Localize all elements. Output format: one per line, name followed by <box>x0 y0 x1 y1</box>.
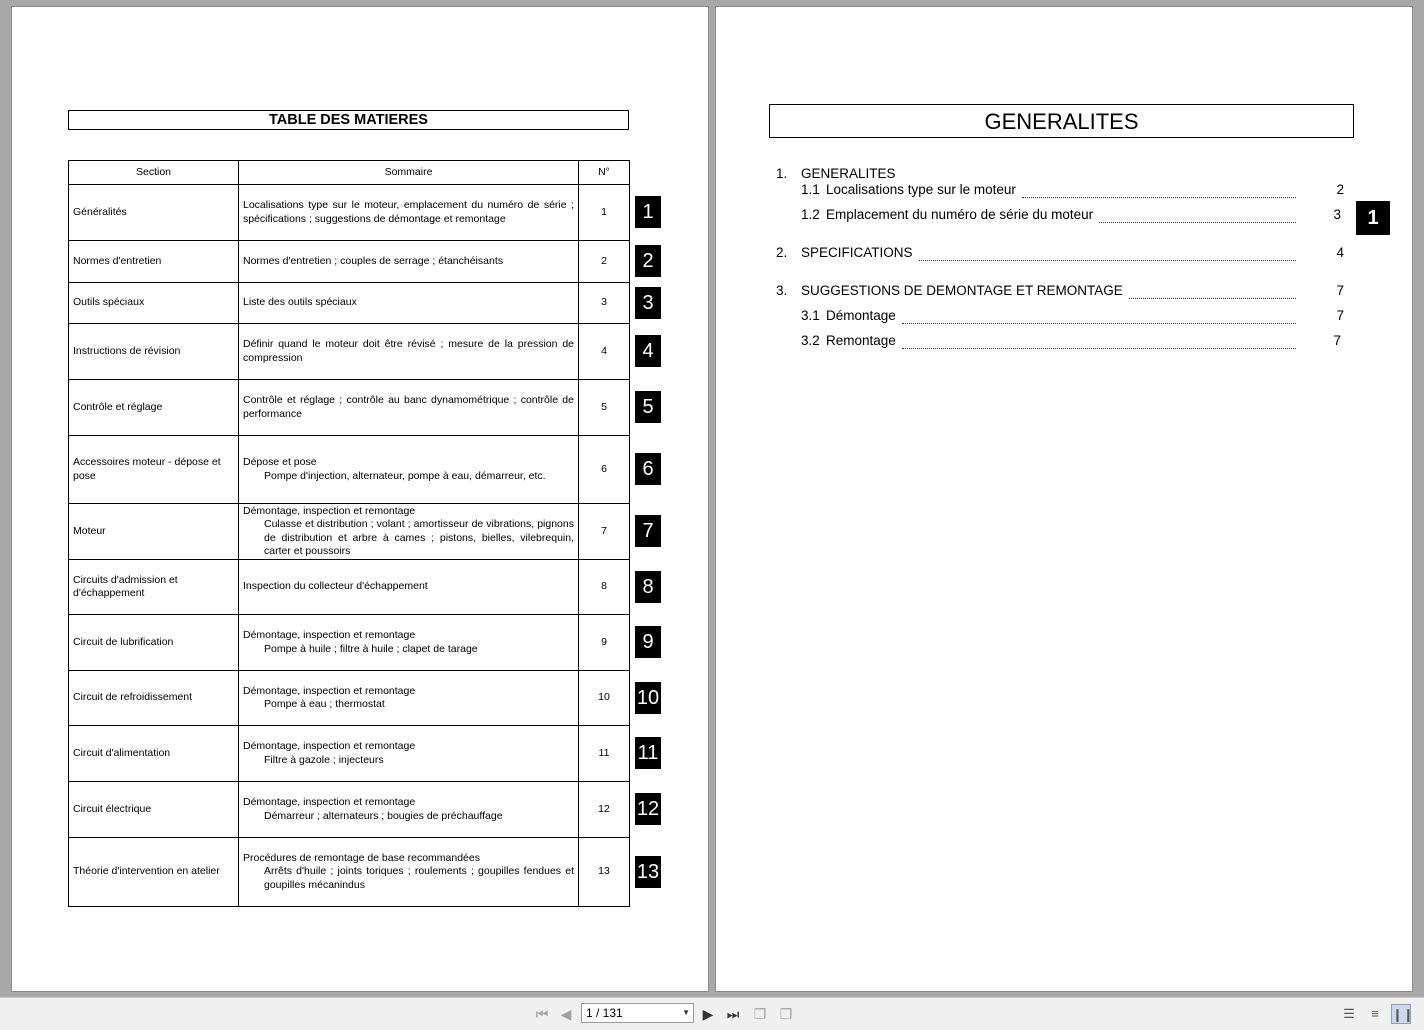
toc-table <box>68 160 630 907</box>
contents-entry[interactable]: Emplacement du numéro de série du moteur <box>826 207 1094 222</box>
toc-section-cell: Circuit d'alimentation <box>69 726 239 782</box>
section-tab[interactable]: 6 <box>635 453 661 485</box>
section-tab[interactable]: 7 <box>635 515 661 547</box>
toc-number-cell: 12 <box>579 782 630 838</box>
contents-number: 3. <box>776 283 788 298</box>
contents-page-number: 7 <box>1336 308 1344 323</box>
contents-number: 2. <box>776 245 788 260</box>
toc-summary-cell <box>239 726 579 782</box>
toc-row[interactable] <box>69 324 630 380</box>
summary-line: Démontage, inspection et remontage <box>243 504 416 517</box>
page-right <box>715 6 1413 992</box>
summary-line: Culasse et distribution ; volant ; amortisseur de vibrations, pignons de distribution et arbre à cames ; pistons, bielles, vilebrequin, carter et poussoirs <box>264 518 574 557</box>
forward-view-icon[interactable]: ❐ <box>779 1006 793 1022</box>
toc-summary-cell <box>239 504 579 560</box>
leader-dots <box>1129 297 1296 299</box>
toc-section-cell: Circuit électrique <box>69 782 239 838</box>
contents-number: 3.2 <box>801 333 820 348</box>
toc-summary-cell <box>239 241 579 283</box>
summary-line: Arrêts d'huile ; joints toriques ; roulements ; goupilles fendues et goupilles mécanindus <box>264 865 574 891</box>
summary-line: Contrôle et réglage ; contrôle au banc dynamométrique ; contrôle de performance <box>243 394 574 420</box>
contents-entry[interactable]: SPECIFICATIONS <box>801 245 913 260</box>
toc-number-cell: 5 <box>579 380 630 436</box>
next-page-icon[interactable]: ▶ <box>702 1006 714 1022</box>
toc-summary-cell <box>239 782 579 838</box>
page-number-select[interactable] <box>581 1003 694 1023</box>
toc-number-cell: 4 <box>579 324 630 380</box>
toc-section-cell: Outils spéciaux <box>69 283 239 324</box>
summary-line: Démontage, inspection et remontage <box>243 684 416 697</box>
summary-line: Pompe à eau ; thermostat <box>264 698 385 710</box>
toc-number-cell: 13 <box>579 838 630 907</box>
summary-line: Démontage, inspection et remontage <box>243 740 416 752</box>
toc-number-cell: 9 <box>579 615 630 671</box>
toc-summary-cell <box>239 838 579 907</box>
summary-line: Liste des outils spéciaux <box>243 296 357 309</box>
toc-summary-cell <box>239 436 579 504</box>
toc-row[interactable] <box>69 283 630 324</box>
toc-section-cell: Instructions de révision <box>69 324 239 380</box>
toc-row[interactable] <box>69 560 630 615</box>
section-tab[interactable]: 9 <box>635 626 661 658</box>
summary-line: Démarreur ; alternateurs ; bougies de préchauffage <box>264 809 503 822</box>
toc-header-row <box>69 161 630 185</box>
toc-row[interactable] <box>69 726 630 782</box>
section-tab[interactable]: 5 <box>635 391 661 423</box>
toc-section-cell: Circuit de refroidissement <box>69 671 239 726</box>
toc-section-cell: Moteur <box>69 504 239 560</box>
leader-dots <box>902 347 1296 349</box>
toc-number-cell: 7 <box>579 504 630 560</box>
two-page-view-icon[interactable]: ❙❙ <box>1391 1004 1411 1024</box>
back-view-icon[interactable]: ❐ <box>753 1006 767 1022</box>
last-page-icon[interactable]: ⏭ <box>726 1006 740 1022</box>
toc-title: TABLE DES MATIERES <box>68 110 629 130</box>
toc-summary-cell <box>239 560 579 615</box>
section-tab[interactable]: 4 <box>635 335 661 367</box>
toc-number-cell: 11 <box>579 726 630 782</box>
contents-page-number: 7 <box>1336 283 1344 298</box>
toc-section-cell: Généralités <box>69 185 239 241</box>
toc-row[interactable] <box>69 436 630 504</box>
toc-summary-cell <box>239 380 579 436</box>
toc-summary-cell <box>239 324 579 380</box>
toc-summary-cell <box>239 283 579 324</box>
contents-page-number: 3 <box>1333 207 1341 222</box>
contents-page-number: 2 <box>1336 182 1344 197</box>
toc-section-cell: Circuits d'admission et d'échappement <box>69 560 239 615</box>
section-tab-1: 1 <box>1356 201 1390 235</box>
toc-section-cell: Contrôle et réglage <box>69 380 239 436</box>
toc-number-cell: 1 <box>579 185 630 241</box>
summary-line: Pompe à huile ; filtre à huile ; clapet de tarage <box>264 642 478 655</box>
contents-entry[interactable]: GENERALITES <box>801 166 896 181</box>
section-tab[interactable]: 12 <box>635 793 661 825</box>
summary-line: Normes d'entretien ; couples de serrage ; étanchéisants <box>243 254 503 267</box>
toc-summary-cell <box>239 671 579 726</box>
viewer-toolbar <box>0 997 1424 1030</box>
toc-summary-cell <box>239 615 579 671</box>
generalites-contents <box>716 7 1414 407</box>
page-left <box>11 6 709 992</box>
contents-entry[interactable]: SUGGESTIONS DE DEMONTAGE ET REMONTAGE <box>801 283 1123 298</box>
summary-line: Démontage, inspection et remontage <box>243 796 416 808</box>
leader-dots <box>919 259 1296 261</box>
section-tab[interactable]: 1 <box>635 196 661 228</box>
toc-row[interactable] <box>69 241 630 283</box>
toc-section-cell: Normes d'entretien <box>69 241 239 283</box>
toc-row[interactable] <box>69 504 630 560</box>
contents-entry[interactable]: Remontage <box>826 333 896 348</box>
toc-section-cell: Théorie d'intervention en atelier <box>69 838 239 907</box>
first-page-icon[interactable]: ⏮ <box>535 1006 549 1022</box>
toc-row[interactable] <box>69 838 630 907</box>
summary-line: Dépose et pose <box>243 456 317 468</box>
leader-dots <box>1022 196 1296 198</box>
section-tab[interactable]: 8 <box>635 571 661 603</box>
leader-dots <box>1099 221 1296 223</box>
contents-number: 1. <box>776 166 788 181</box>
summary-line: Démontage, inspection et remontage <box>243 629 416 641</box>
contents-page-number: 4 <box>1336 245 1344 260</box>
contents-number: 1.1 <box>801 182 820 197</box>
contents-number: 3.1 <box>801 308 820 323</box>
section-tab[interactable]: 3 <box>635 287 661 319</box>
toc-number-cell: 6 <box>579 436 630 504</box>
section-tab[interactable]: 13 <box>635 856 661 888</box>
section-tab[interactable]: 11 <box>635 737 661 769</box>
section-tab[interactable]: 2 <box>635 245 661 277</box>
summary-line: Pompe d'injection, alternateur, pompe à eau, démarreur, etc. <box>264 469 546 482</box>
toc-number-cell: 8 <box>579 560 630 615</box>
previous-page-icon[interactable]: ◀ <box>560 1006 572 1022</box>
header-number: N° <box>579 161 630 185</box>
toc-number-cell: 3 <box>579 283 630 324</box>
toc-row[interactable] <box>69 185 630 241</box>
generalites-title: GENERALITES <box>769 104 1354 138</box>
dropdown-caret-icon: ▼ <box>682 1008 690 1017</box>
header-section: Section <box>69 161 239 185</box>
contents-entry[interactable]: Démontage <box>826 308 896 323</box>
leader-dots <box>902 322 1296 324</box>
summary-line: Filtre à gazole ; injecteurs <box>264 753 384 766</box>
toc-number-cell: 2 <box>579 241 630 283</box>
page-indicator: 1 / 131 <box>586 1006 623 1020</box>
toc-summary-cell <box>239 185 579 241</box>
toc-row[interactable] <box>69 380 630 436</box>
toc-row[interactable] <box>69 615 630 671</box>
toc-section-cell: Accessoires moteur - dépose et pose <box>69 436 239 504</box>
summary-line: Procédures de remontage de base recommandées <box>243 851 480 864</box>
toc-row[interactable] <box>69 782 630 838</box>
contents-number: 1.2 <box>801 207 820 222</box>
summary-line: Localisations type sur le moteur, emplacement du numéro de série ; spécifications ; suggestions de démontage et remontage <box>243 199 574 225</box>
toc-section-cell: Circuit de lubrification <box>69 615 239 671</box>
contents-entry[interactable]: Localisations type sur le moteur <box>826 182 1016 197</box>
section-tab[interactable]: 10 <box>635 682 661 714</box>
toc-row[interactable] <box>69 671 630 726</box>
toc-number-cell: 10 <box>579 671 630 726</box>
contents-page-number: 7 <box>1333 333 1341 348</box>
summary-line: Définir quand le moteur doit être révisé ; mesure de la pression de compression <box>243 338 574 364</box>
single-page-view-icon[interactable]: ☰ <box>1343 1006 1355 1021</box>
continuous-view-icon[interactable]: ≡ <box>1371 1006 1379 1021</box>
summary-line: Inspection du collecteur d'échappement <box>243 580 428 593</box>
header-summary: Sommaire <box>239 161 579 185</box>
